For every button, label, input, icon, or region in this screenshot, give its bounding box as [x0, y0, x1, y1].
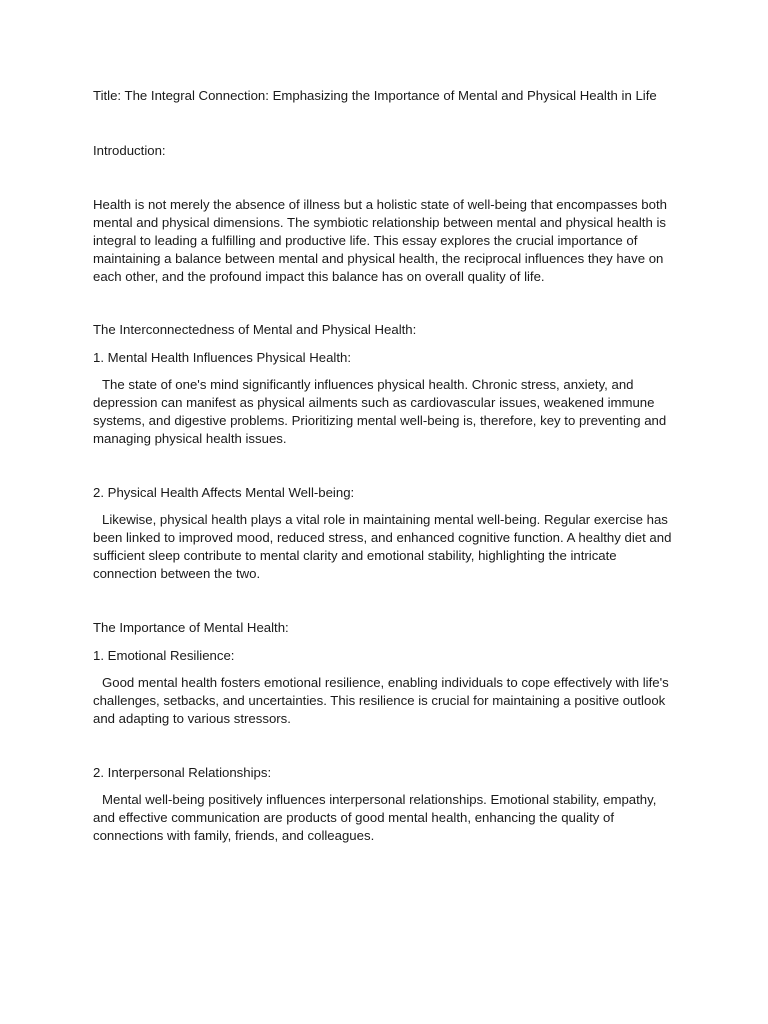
relationships-paragraph: Mental well-being positively influences interpersonal relationships. Emotional stability, empathy, and effective communication are products of good mental health, enhancing the quality of connections with family, friends, and colleagues. [93, 792, 657, 843]
importance-heading: The Importance of Mental Health: [93, 620, 289, 635]
mental-influences-heading: 1. Mental Health Influences Physical Health: [93, 350, 352, 365]
resilience-paragraph: Good mental health fosters emotional resilience, enabling individuals to cope effectively with life's challenges, setbacks, and uncertainties. This resilience is crucial for maintaining a positive outlook and adapting to various stressors. [93, 675, 669, 726]
introduction-heading: Introduction: [93, 143, 166, 158]
resilience-heading: 1. Emotional Resilience: [93, 648, 235, 663]
document-title: Title: The Integral Connection: Emphasizing the Importance of Mental and Physical Health in Life [93, 88, 657, 103]
physical-affects-heading: 2. Physical Health Affects Mental Well-being: [93, 485, 355, 500]
mental-influences-paragraph: The state of one's mind significantly influences physical health. Chronic stress, anxiety, and depression can manifest as physical ailments such as cardiovascular issues, weakened immune systems, and digestive problems. Prioritizing mental well-being is, therefore, key to preventing and managing physical health issues. [93, 377, 667, 446]
relationships-heading: 2. Interpersonal Relationships: [93, 765, 272, 780]
introduction-paragraph: Health is not merely the absence of illness but a holistic state of well-being that encompasses both mental and physical dimensions. The symbiotic relationship between mental and physical health is integral to leading a fulfilling and productive life. This essay explores the crucial importance of maintaining a balance between mental and physical health, the reciprocal influences they have on each other, and the profound impact this balance has on overall quality of life. [93, 197, 667, 284]
interconnectedness-heading: The Interconnectedness of Mental and Physical Health: [93, 322, 417, 337]
physical-affects-paragraph: Likewise, physical health plays a vital role in maintaining mental well-being. Regular exercise has been linked to improved mood, reduced stress, and enhanced cognitive function. A healthy diet and sufficient sleep contribute to mental clarity and emotional stability, highlighting the intricate connection between the two. [93, 512, 672, 581]
